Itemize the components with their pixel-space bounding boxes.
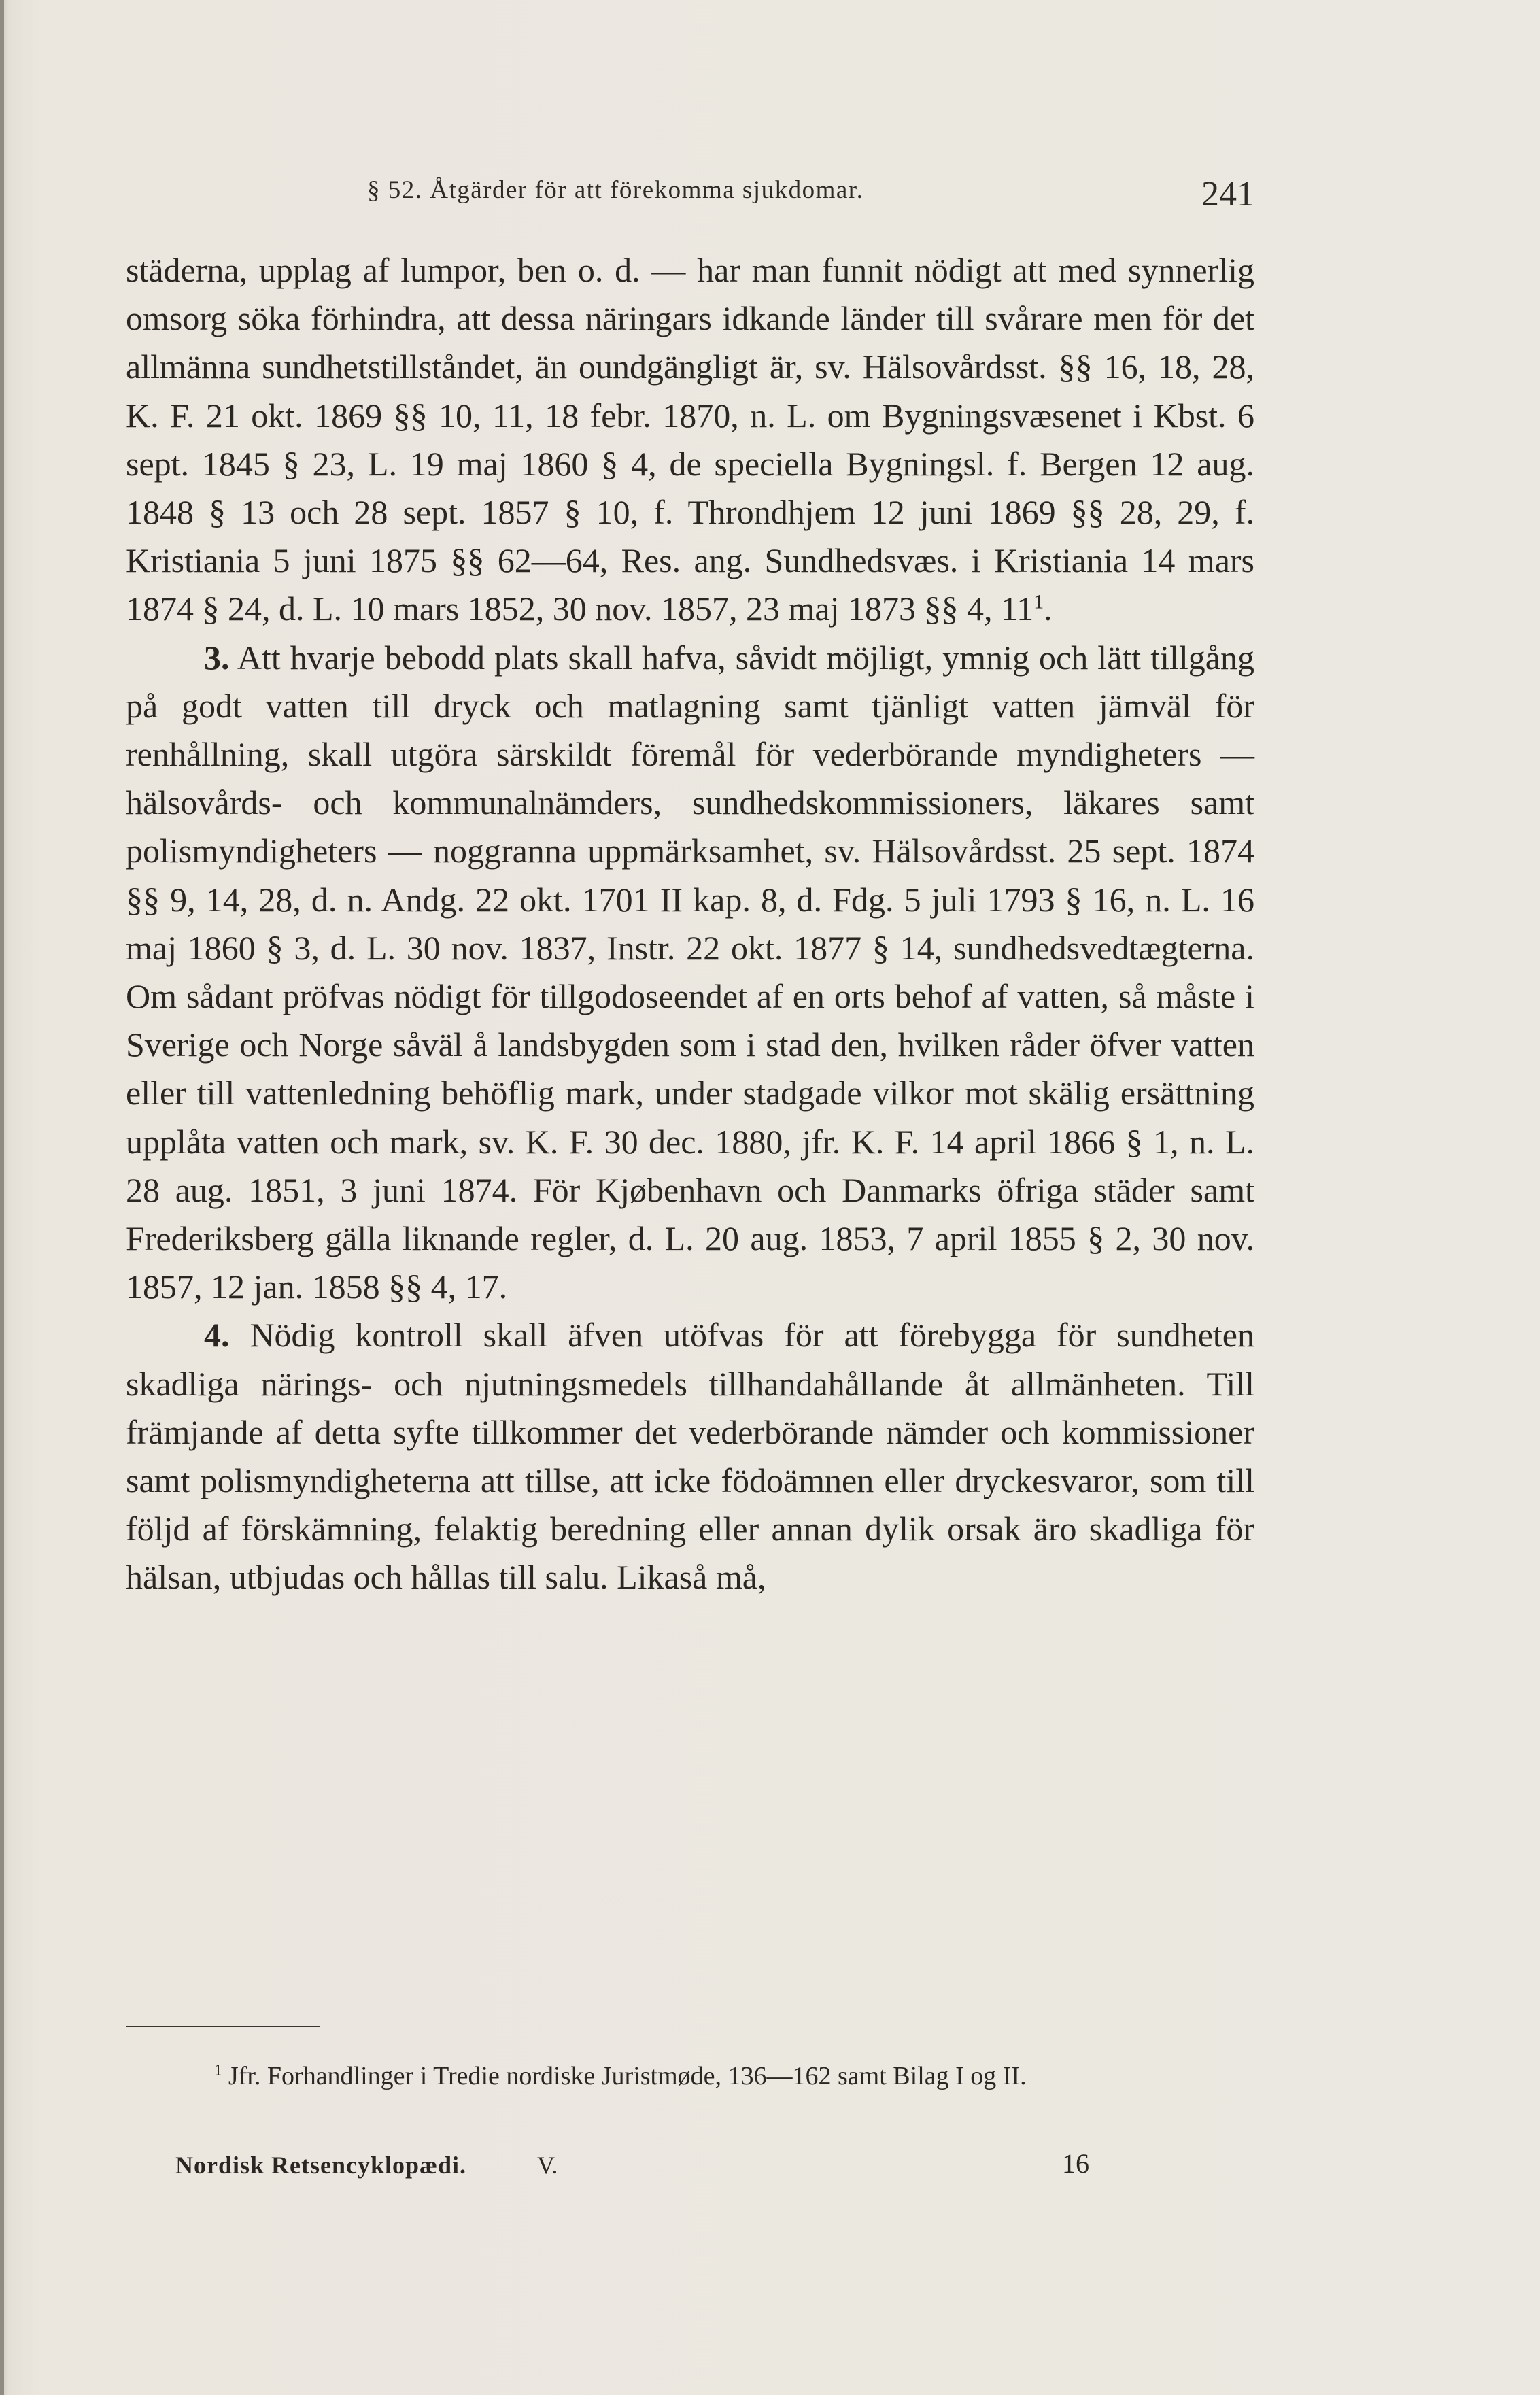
footnote-text: Jfr. Forhandlinger i Tredie nordiske Juristmøde, 136—162 samt Bilag I og II.: [228, 2062, 1027, 2090]
footnote-body: [126, 2055, 1241, 2097]
signature-volume: V.: [537, 2152, 558, 2179]
page-edge: [0, 0, 4, 2395]
body-text: [126, 246, 1254, 1602]
paragraph-tail: .: [1044, 590, 1053, 628]
footnote-reference: 1: [1033, 590, 1044, 613]
footnote: [126, 2055, 1241, 2097]
paragraph-4: [126, 1311, 1254, 1601]
header-title: § 52. Åtgärder för att förekomma sjukdomar.: [367, 176, 864, 204]
paragraph-3: [126, 634, 1254, 1312]
paragraph-text: Att hvarje bebodd plats skall hafva, såvidt möjligt, ymnig och lätt tillgång på godt vatten till dryck och matlagning samt tjänligt vatten jämväl för renhållning, skall utgöra särskildt föremål för vederbörande myndigheters — hälsovårds- och kommunalnämders, sundhedskommissioners, läkares samt polismyndigheters — noggranna uppmärksamhet, sv. Hälsovårdsst. 25 sept. 1874 §§ 9, 14, 28, d. n. Andg. 22 okt. 1701 II kap. 8, d. Fdg. 5 juli 1793 § 16, n. L. 16 maj 1860 § 3, d. L. 30 nov. 1837, Instr. 22 okt. 1877 § 14, sundhedsvedtægterna. Om sådant pröfvas nödigt för tillgodoseendet af en orts behof af vatten, så måste i Sverige och Norge såväl å landsbygden som i stad den, hvilken råder öfver vatten eller till vattenledning behöflig mark, under stadgade vilkor mot skälig ersättning upplåta vatten och mark, sv. K. F. 30 dec. 1880, jfr. K. F. 14 april 1866 § 1, n. L. 28 aug. 1851, 3 juni 1874. För Kjøbenhavn och Danmarks öfriga städer samt Frederiksberg gälla liknande regler, d. L. 20 aug. 1853, 7 april 1855 § 2, 30 nov. 1857, 12 jan. 1858 §§ 4, 17.: [126, 638, 1254, 1306]
signature-title: Nordisk Retsencyklopædi.: [175, 2152, 467, 2179]
paragraph-number: 3.: [204, 638, 230, 677]
signature-sheet-number: 16: [1062, 2148, 1089, 2179]
footnote-mark: 1: [214, 2061, 222, 2079]
paragraph-number: 4.: [204, 1316, 230, 1355]
paragraph-text: städerna, upplag af lumpor, ben o. d. — har man funnit nödigt att med synnerlig omsorg söka förhindra, att dessa näringars idkande länder till svårare men för det allmänna sundhetstillståndet, än oundgängligt är, sv. Hälsovårdsst. §§ 16, 18, 28, K. F. 21 okt. 1869 §§ 10, 11, 18 febr. 1870, n. L. om Bygningsvæsenet i Kbst. 6 sept. 1845 § 23, L. 19 maj 1860 § 4, de speciella Bygningsl. f. Bergen 12 aug. 1848 § 13 och 28 sept. 1857 § 10, f. Throndhjem 12 juni 1869 §§ 28, 29, f. Kristiania 5 juni 1875 §§ 62—64, Res. ang. Sundhedsvæs. i Kristiania 14 mars 1874 § 24, d. L. 10 mars 1852, 30 nov. 1857, 23 maj 1873 §§ 4, 11: [126, 251, 1254, 628]
footnote-divider: [126, 2026, 320, 2027]
paragraph-text: Nödig kontroll skall äfven utöfvas för att förebygga för sundheten skadliga närings- och njutningsmedels tillhandahållande åt allmänheten. Till främjande af detta syfte tillkommer det vederbörande nämder och kommissioner samt polismyndigheterna att tillse, att icke födoämnen eller dryckesvaror, som till följd af förskämning, felaktig beredning eller annan dylik orsak äro skadliga för hälsan, utbjudas och hållas till salu. Likaså må,: [126, 1316, 1255, 1597]
page-number: 241: [1201, 175, 1254, 214]
paragraph-continued: [126, 246, 1254, 634]
running-header: [126, 169, 1254, 216]
